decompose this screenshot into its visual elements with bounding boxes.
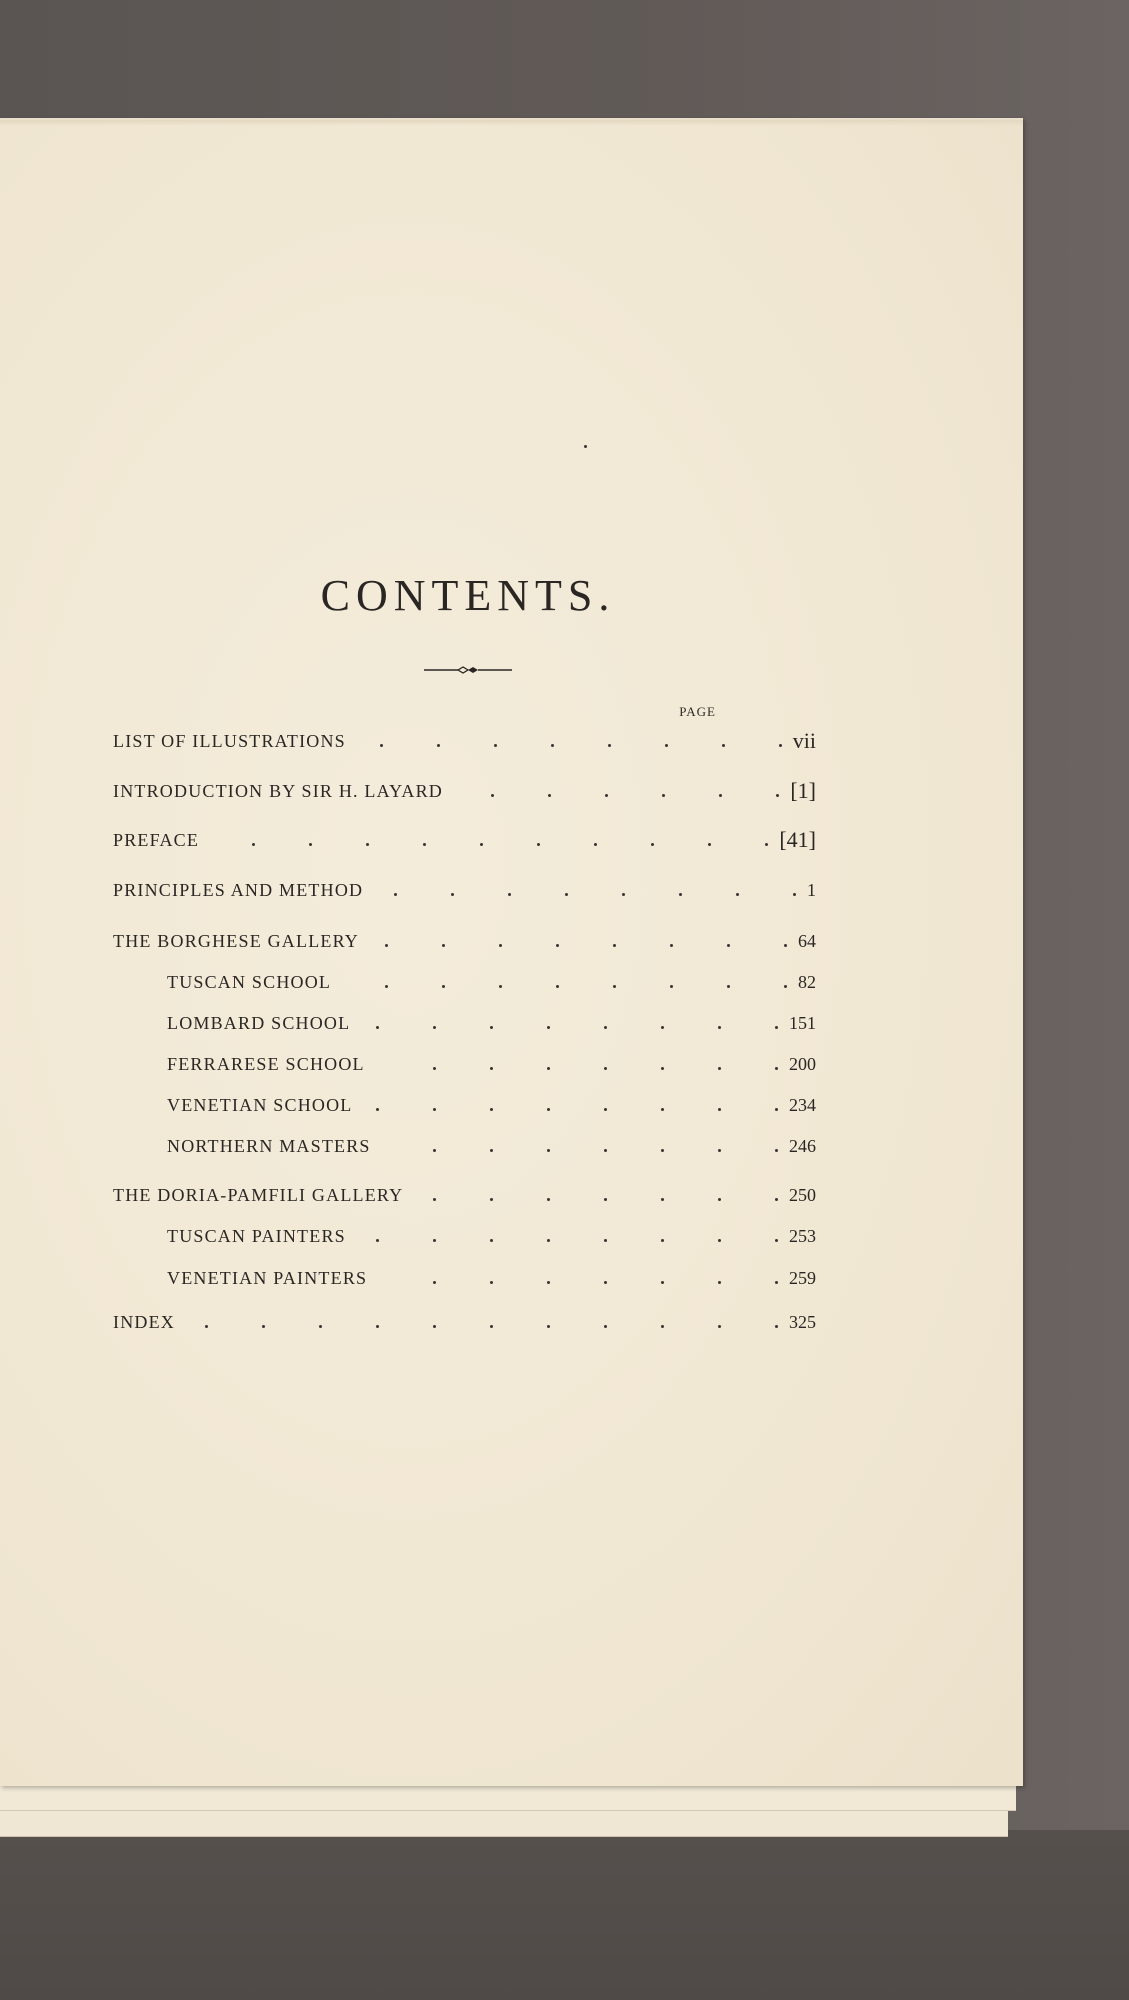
toc-entry-title: THE DORIA-PAMFILI GALLERY (113, 1185, 404, 1205)
leader-dot (548, 794, 551, 797)
leader-dot (661, 1239, 664, 1242)
leader-dot (423, 843, 426, 846)
backdrop (0, 1830, 1129, 2000)
leader-dot (613, 944, 616, 947)
leader-dot (556, 944, 559, 947)
leader-dot (376, 1026, 379, 1029)
toc-entry-title: VENETIAN PAINTERS (167, 1268, 368, 1288)
leader-dot (604, 1026, 607, 1029)
leader-dot (490, 1325, 493, 1328)
page-column-label: PAGE (679, 704, 716, 719)
leader-dot (784, 944, 787, 947)
leader-dot (551, 744, 554, 747)
page-edge (0, 120, 1023, 126)
toc-entry (0, 1131, 816, 1161)
leader-dot (775, 1149, 778, 1152)
leader-dot (451, 893, 454, 896)
toc-entry (0, 1263, 816, 1293)
ink-speck (584, 445, 587, 448)
leader-dot (205, 1325, 208, 1328)
toc-entry (0, 776, 816, 806)
leader-dot (380, 744, 383, 747)
leader-dot (679, 893, 682, 896)
leader-dot (547, 1149, 550, 1152)
leader-dot (775, 1239, 778, 1242)
leader-dot (727, 985, 730, 988)
leader-dot (556, 985, 559, 988)
toc-entry-page: 82 (798, 972, 816, 992)
leader-dot (494, 744, 497, 747)
toc-entry-page: 64 (798, 931, 816, 951)
leader-dot (661, 1149, 664, 1152)
leader-dot (665, 744, 668, 747)
toc-entry-page: 253 (789, 1226, 816, 1246)
toc-entry-page: vii (792, 728, 816, 753)
leader-dot (376, 1108, 379, 1111)
leader-dot (433, 1239, 436, 1242)
leader-dot (661, 1067, 664, 1070)
toc-entry (0, 1180, 816, 1210)
leader-dot (651, 843, 654, 846)
leader-dot (604, 1149, 607, 1152)
leader-dot (718, 1067, 721, 1070)
leader-dot (622, 893, 625, 896)
leader-dot (547, 1325, 550, 1328)
toc-entry-page: [1] (790, 778, 816, 803)
leader-dot (309, 843, 312, 846)
toc-entry-title: VENETIAN SCHOOL (167, 1095, 353, 1115)
leader-dot (604, 1281, 607, 1284)
leader-dot (547, 1281, 550, 1284)
toc-entry-title: THE BORGHESE GALLERY (113, 931, 359, 951)
toc-entry (0, 1221, 816, 1251)
leader-dot (437, 744, 440, 747)
leader-dot (490, 1026, 493, 1029)
leader-dot (793, 893, 796, 896)
leader-dot (433, 1149, 436, 1152)
leader-dot (605, 794, 608, 797)
leader-dot (385, 985, 388, 988)
leader-dot (662, 794, 665, 797)
leader-dot (547, 1198, 550, 1201)
leader-dot (661, 1198, 664, 1201)
toc-entry-title: INTRODUCTION BY SIR H. LAYARD (113, 781, 443, 801)
leader-dot (722, 744, 725, 747)
leader-dot (537, 843, 540, 846)
toc-entry (0, 875, 816, 905)
leader-dot (490, 1067, 493, 1070)
leader-dot (604, 1239, 607, 1242)
toc-entry-page: [41] (779, 827, 816, 852)
leader-dot (719, 794, 722, 797)
page-title: CONTENTS. (320, 571, 616, 620)
leader-dot (319, 1325, 322, 1328)
toc-entry-title: TUSCAN SCHOOL (167, 972, 332, 992)
leader-dot (775, 1281, 778, 1284)
leader-dot (508, 893, 511, 896)
leader-dot (366, 843, 369, 846)
toc-entry (0, 1049, 816, 1079)
toc-entry (0, 926, 816, 956)
toc-entry (0, 967, 816, 997)
toc-entry-title: LIST OF ILLUSTRATIONS (113, 731, 346, 751)
leader-dot (718, 1026, 721, 1029)
leader-dot (547, 1026, 550, 1029)
leader-dot (608, 744, 611, 747)
leader-dot (784, 985, 787, 988)
leader-dot (708, 843, 711, 846)
toc-entry-title: INDEX (113, 1312, 175, 1332)
leader-dot (670, 944, 673, 947)
leader-dot (594, 843, 597, 846)
leader-dot (547, 1239, 550, 1242)
toc-entry-page: 200 (789, 1054, 816, 1074)
leader-dot (776, 794, 779, 797)
leader-dot (491, 794, 494, 797)
leader-dot (661, 1026, 664, 1029)
toc-entry-page: 250 (789, 1185, 816, 1205)
toc-entry-page: 259 (789, 1268, 816, 1288)
leader-dot (613, 985, 616, 988)
leader-dot (670, 985, 673, 988)
leader-dot (604, 1067, 607, 1070)
leader-dot (490, 1239, 493, 1242)
toc-entry-page: 246 (789, 1136, 816, 1156)
leader-dot (433, 1026, 436, 1029)
leader-dot (490, 1149, 493, 1152)
toc-entry-title: PREFACE (113, 830, 200, 850)
leader-dot (490, 1108, 493, 1111)
toc-entry-page: 325 (789, 1312, 816, 1332)
leader-dot (718, 1149, 721, 1152)
leader-dot (718, 1325, 721, 1328)
toc-entry (0, 726, 816, 756)
leader-dot (433, 1067, 436, 1070)
leader-dot (547, 1067, 550, 1070)
toc-entry-page: 1 (807, 880, 816, 900)
toc-entry (0, 1090, 816, 1120)
leader-dot (376, 1325, 379, 1328)
leader-dot (779, 744, 782, 747)
leader-dot (661, 1108, 664, 1111)
leader-dot (775, 1026, 778, 1029)
leader-dot (775, 1067, 778, 1070)
toc-entry (0, 1008, 816, 1038)
leader-dot (394, 893, 397, 896)
leader-dot (775, 1108, 778, 1111)
leader-dot (765, 843, 768, 846)
ornament-divider-icon (424, 663, 512, 677)
leader-dot (433, 1281, 436, 1284)
leader-dot (376, 1239, 379, 1242)
leader-dot (604, 1325, 607, 1328)
toc-entry-title: FERRARESE SCHOOL (167, 1054, 365, 1074)
leader-dot (718, 1281, 721, 1284)
leader-dot (565, 893, 568, 896)
leader-dot (604, 1108, 607, 1111)
leader-dot (385, 944, 388, 947)
leader-dot (718, 1198, 721, 1201)
leader-dot (775, 1198, 778, 1201)
leader-dot (547, 1108, 550, 1111)
leader-dot (499, 985, 502, 988)
toc-entry-title: TUSCAN PAINTERS (167, 1226, 346, 1246)
leader-dot (433, 1325, 436, 1328)
leader-dot (604, 1198, 607, 1201)
leader-dot (442, 985, 445, 988)
toc-entry-page: 151 (789, 1013, 816, 1033)
leader-dot (727, 944, 730, 947)
leader-dot (775, 1325, 778, 1328)
leader-dot (736, 893, 739, 896)
leader-dot (433, 1198, 436, 1201)
book-page (0, 118, 1023, 1786)
leader-dot (442, 944, 445, 947)
leader-dot (499, 944, 502, 947)
leader-dot (262, 1325, 265, 1328)
toc-entry (0, 825, 816, 855)
leader-dot (718, 1239, 721, 1242)
leader-dot (718, 1108, 721, 1111)
leader-dot (490, 1281, 493, 1284)
leader-dot (661, 1281, 664, 1284)
leader-dot (661, 1325, 664, 1328)
toc-entry-title: PRINCIPLES AND METHOD (113, 880, 364, 900)
leader-dot (490, 1198, 493, 1201)
leader-dot (433, 1108, 436, 1111)
toc-entry-page: 234 (789, 1095, 816, 1115)
leader-dot (480, 843, 483, 846)
toc-entry (0, 1307, 816, 1337)
leader-dot (252, 843, 255, 846)
toc-entry-title: LOMBARD SCHOOL (167, 1013, 351, 1033)
toc-entry-title: NORTHERN MASTERS (167, 1136, 371, 1156)
